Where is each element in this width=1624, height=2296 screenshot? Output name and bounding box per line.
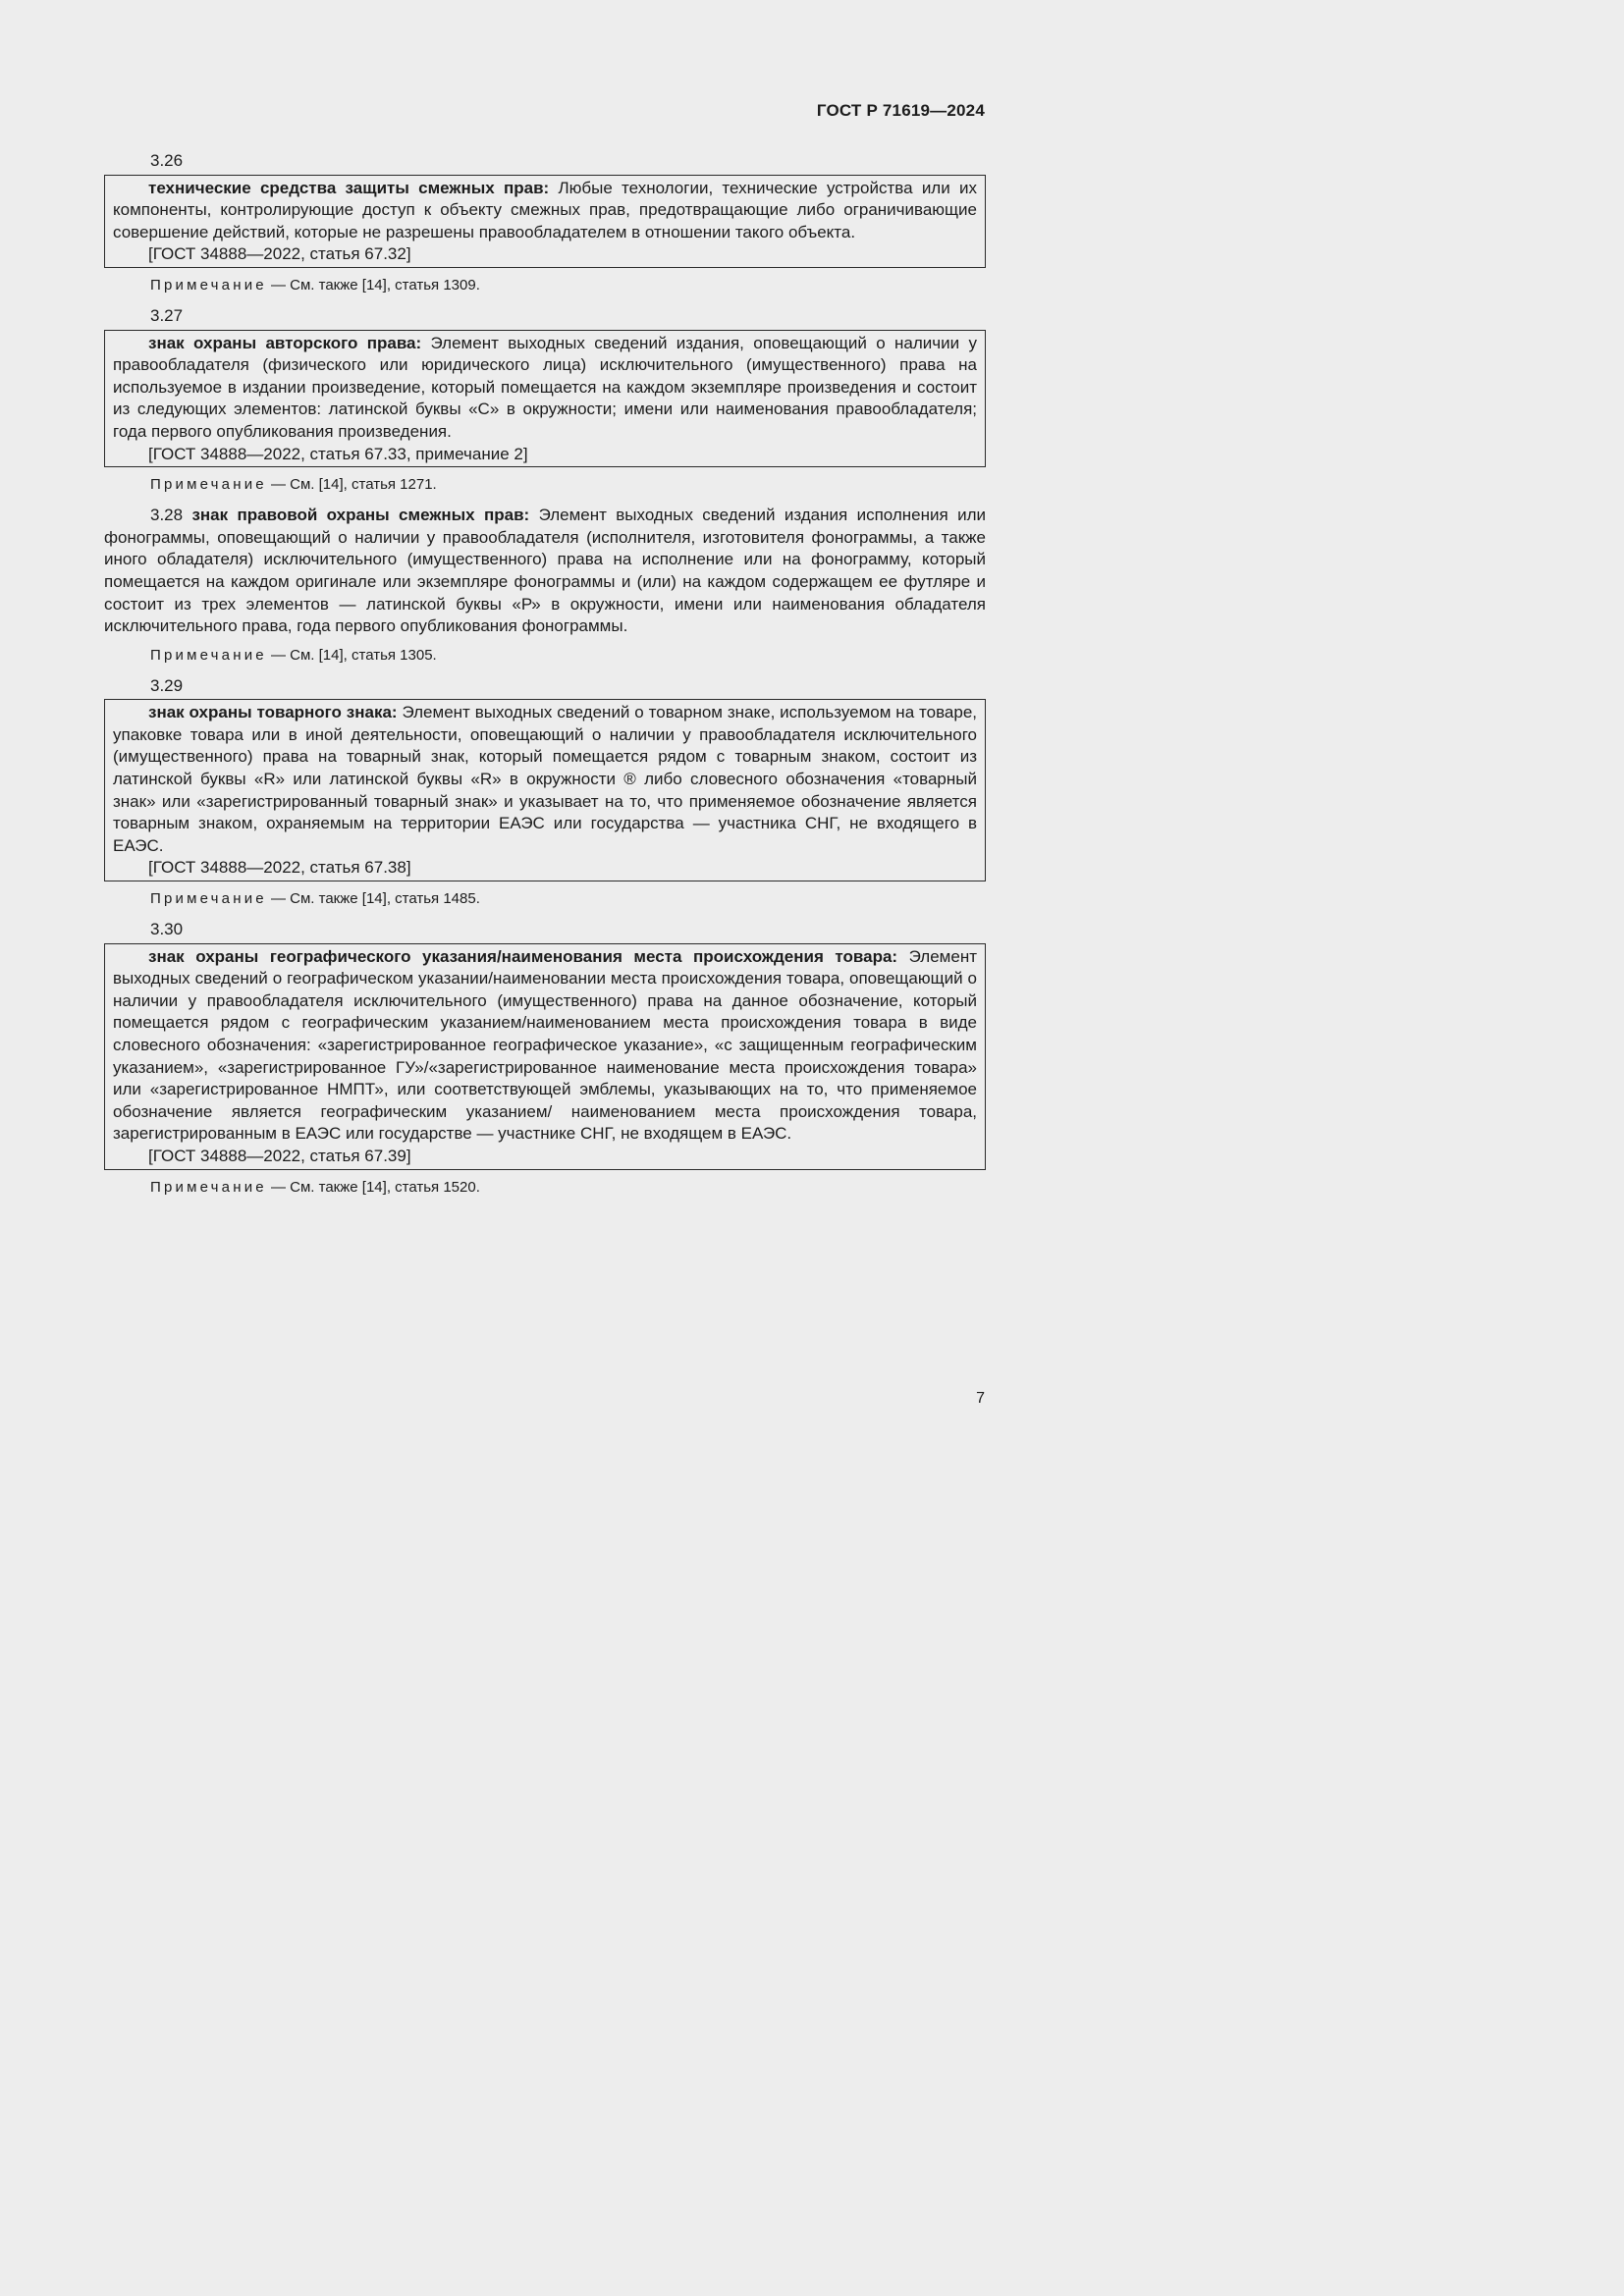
note xyxy=(104,889,986,909)
note-label: Примечание xyxy=(150,646,267,664)
definition-text: Любые технологии, технические устройства или их компоненты, контролирующие доступ к объекту смежных прав, предотвращающие либо ограничивающие совершение действий, которые не разрешены правообладателем в отношении такого объекта. xyxy=(113,178,977,241)
definition-text: Элемент выходных сведений о товарном знаке, используемом на товаре, упаковке товара или в иной деятельности, оповещающий о наличии у правообладателя исключительного (имущественного) права на товарный знак, который помещается рядом с товарным знаком, состоит из латинской буквы «R» или латинской буквы «R» в окружности ® либо словесного обозначения «товарный знак» или «зарегистрированный товарный знак» и указывает на то, что применяемое обозначение является товарным знаком, охраняемым на территории ЕАЭС или государства — участника СНГ, не входящего в ЕАЭС. xyxy=(113,703,978,855)
definition-paragraph xyxy=(113,702,977,857)
source-reference: [ГОСТ 34888—2022, статья 67.38] xyxy=(148,858,411,878)
note-label: Примечание xyxy=(150,1178,267,1196)
note-label: Примечание xyxy=(150,476,267,494)
note xyxy=(104,276,986,295)
document-header: ГОСТ Р 71619—2024 xyxy=(816,101,985,120)
definition-paragraph xyxy=(113,178,977,244)
definition-text: Элемент выходных сведений издания, оповещающий о наличии у правообладателя (физического или юридического лица) исключительного (имущественного) права на используемое в издании произведение, который помещается на каждом экземпляре произведения и состоит из следующих элементов: латинской буквы «С» в окружности; имени или наименования правообладателя; года первого опубликования произведения. xyxy=(113,333,977,441)
definition-text: Элемент выходных сведений издания исполнения или фонограммы, оповещающий о наличии у правообладателя (исполнителя, изготовителя фонограммы, а также иного обладателя) исключительного (имущественного) права на исполнение или на фонограмму, который помещается на каждом оригинале или экземпляре фонограммы и (или) на каждом содержащем ее футляре и состоит из трех элементов — латинской буквы «Р» в окружности, имени или наименования обладателя исключительного права, года первого опубликования фонограммы. xyxy=(104,506,986,636)
definition-box xyxy=(104,699,986,881)
definition-text: Элемент выходных сведений о географическом указании/наименовании места происхождения товара, оповещающий о наличии у правообладателя исключительного (имущественного) права на данное обозначение, который помещается рядом с географическим указанием/наименованием места происхождения товара в виде словесного обозначения: «зарегистрированное географическое указание», «с защищенным географическим указанием», «зарегистрированное ГУ»/«зарегистрированное наименование места происхождения товара» или «зарегистрированное НМПТ», или соответствующей эмблемы, указывающих на то, что применяемое обозначение является географическим указанием/ наименованием места происхождения товара, зарегистрированным в ЕАЭС или государстве — участнике СНГ, не входящем в ЕАЭС. xyxy=(113,946,977,1144)
definition-box xyxy=(104,943,986,1170)
definition-paragraph xyxy=(113,946,977,1146)
note-text: — См. [14], статья 1271. xyxy=(266,476,437,494)
source-reference: [ГОСТ 34888—2022, статья 67.33, примечание 2] xyxy=(148,444,528,463)
definition-box xyxy=(104,175,986,268)
note xyxy=(104,475,986,495)
note xyxy=(104,646,986,666)
definition-box xyxy=(104,330,986,468)
note-label: Примечание xyxy=(150,890,267,908)
entry-number: 3.26 xyxy=(150,151,184,170)
term: знак правовой охраны смежных прав: xyxy=(191,506,530,525)
note-text: — См. также [14], статья 1520. xyxy=(266,1178,480,1196)
entry-number: 3.28 xyxy=(150,506,184,525)
document-page xyxy=(0,0,1089,1539)
note-label: Примечание xyxy=(150,276,267,294)
term: знак охраны товарного знака: xyxy=(148,703,398,722)
entry-number: 3.30 xyxy=(150,920,184,939)
note-text: — См. также [14], статья 1309. xyxy=(266,276,480,294)
term: технические средства защиты смежных прав: xyxy=(148,178,550,197)
term: знак охраны географического указания/наименования места происхождения товара: xyxy=(148,946,898,966)
source-reference: [ГОСТ 34888—2022, статья 67.39] xyxy=(148,1146,411,1165)
note-text: — См. также [14], статья 1485. xyxy=(266,890,480,908)
source-reference: [ГОСТ 34888—2022, статья 67.32] xyxy=(148,244,411,264)
document-body xyxy=(104,150,986,1207)
entry-number: 3.27 xyxy=(150,305,184,325)
note xyxy=(104,1178,986,1198)
entry-number: 3.29 xyxy=(150,675,184,695)
definition-paragraph xyxy=(113,333,977,444)
page-number: 7 xyxy=(976,1390,985,1407)
definition-paragraph xyxy=(104,505,986,638)
term: знак охраны авторского права: xyxy=(148,333,422,352)
note-text: — См. [14], статья 1305. xyxy=(266,646,437,664)
